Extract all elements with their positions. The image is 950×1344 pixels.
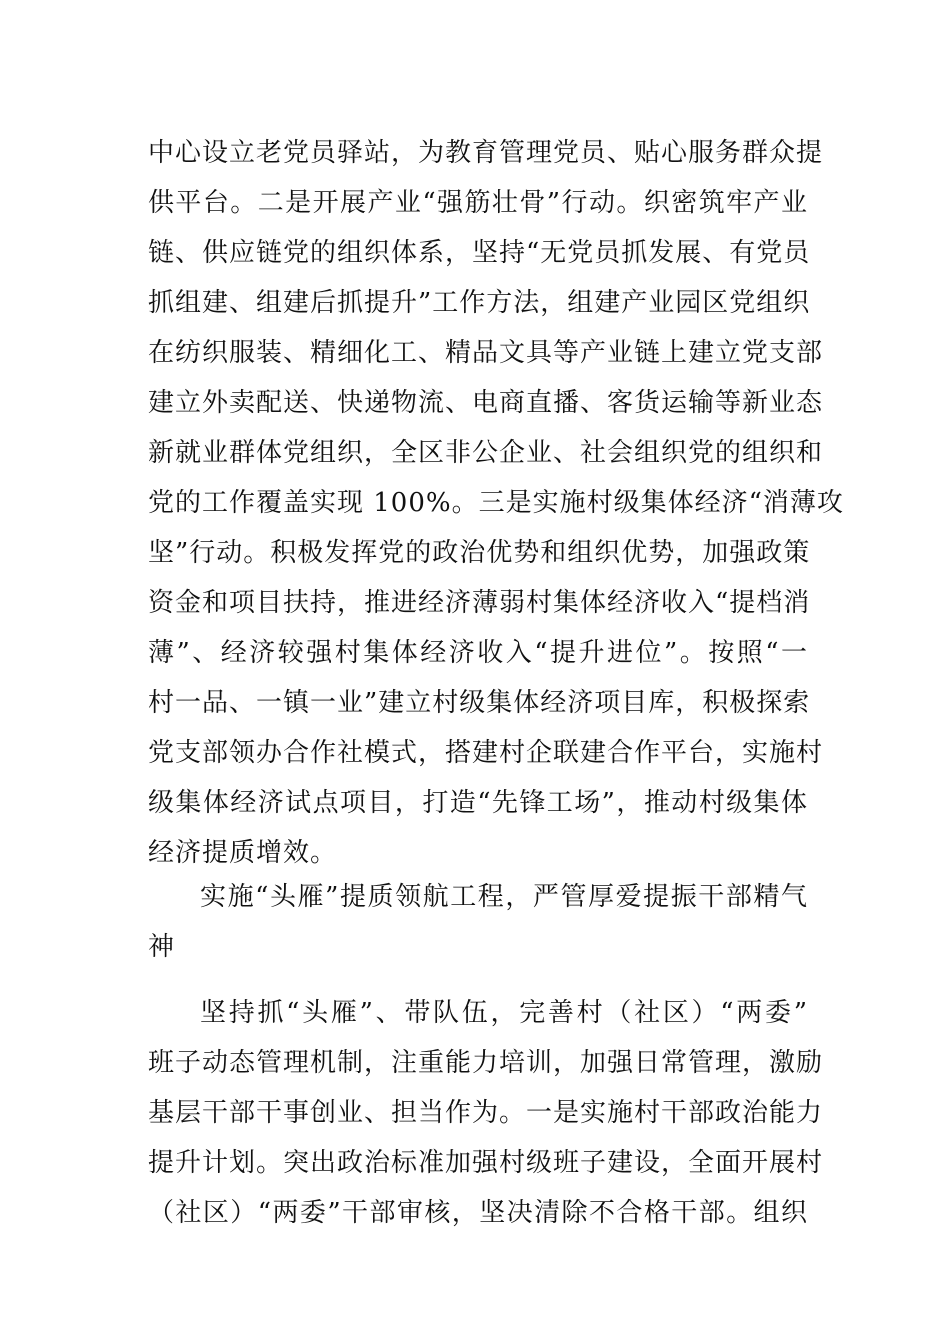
text-line: 资金和项目扶持，推进经济薄弱村集体经济收入“提档消 bbox=[148, 588, 811, 618]
section-heading bbox=[148, 872, 808, 972]
body-paragraph-1 bbox=[148, 128, 844, 878]
text-line: 链、供应链党的组织体系，坚持“无党员抓发展、有党员 bbox=[148, 238, 811, 268]
text-line: 坚持抓“头雁”、带队伍，完善村（社区）“两委” bbox=[200, 998, 808, 1028]
text-line: 党的工作覆盖实现 100%。三是实施村级集体经济“消薄攻 bbox=[148, 488, 844, 518]
heading-line: 实施“头雁”提质领航工程，严管厚爱提振干部精气 bbox=[200, 882, 808, 912]
text-line: 提升计划。突出政治标准加强村级班子建设，全面开展村 bbox=[148, 1148, 824, 1178]
text-line: 建立外卖配送、快递物流、电商直播、客货运输等新业态 bbox=[148, 388, 824, 418]
text-line: 基层干部干事创业、担当作为。一是实施村干部政治能力 bbox=[148, 1098, 824, 1128]
text-line: 级集体经济试点项目，打造“先锋工场”，推动村级集体 bbox=[148, 788, 808, 818]
text-line: 薄”、经济较强村集体经济收入“提升进位”。按照“一 bbox=[148, 638, 808, 668]
text-line: 新就业群体党组织，全区非公企业、社会组织党的组织和 bbox=[148, 438, 824, 468]
text-line: 抓组建、组建后抓提升”工作方法，组建产业园区党组织 bbox=[148, 288, 811, 318]
text-line: 供平台。二是开展产业“强筋壮骨”行动。织密筑牢产业 bbox=[148, 188, 808, 218]
text-line: 党支部领办合作社模式，搭建村企联建合作平台，实施村 bbox=[148, 738, 824, 768]
text-line: 经济提质增效。 bbox=[148, 838, 338, 868]
text-line: 班子动态管理机制，注重能力培训，加强日常管理，激励 bbox=[148, 1048, 824, 1078]
heading-line: 神 bbox=[148, 932, 176, 962]
text-line: 坚”行动。积极发挥党的政治优势和组织优势，加强政策 bbox=[148, 538, 811, 568]
text-line: （社区）“两委”干部审核，坚决清除不合格干部。组织 bbox=[148, 1198, 808, 1228]
text-line: 在纺织服装、精细化工、精品文具等产业链上建立党支部 bbox=[148, 338, 824, 368]
text-line: 村一品、一镇一业”建立村级集体经济项目库，积极探索 bbox=[148, 688, 811, 718]
text-line: 中心设立老党员驿站，为教育管理党员、贴心服务群众提 bbox=[148, 138, 824, 168]
body-paragraph-2 bbox=[148, 988, 824, 1238]
